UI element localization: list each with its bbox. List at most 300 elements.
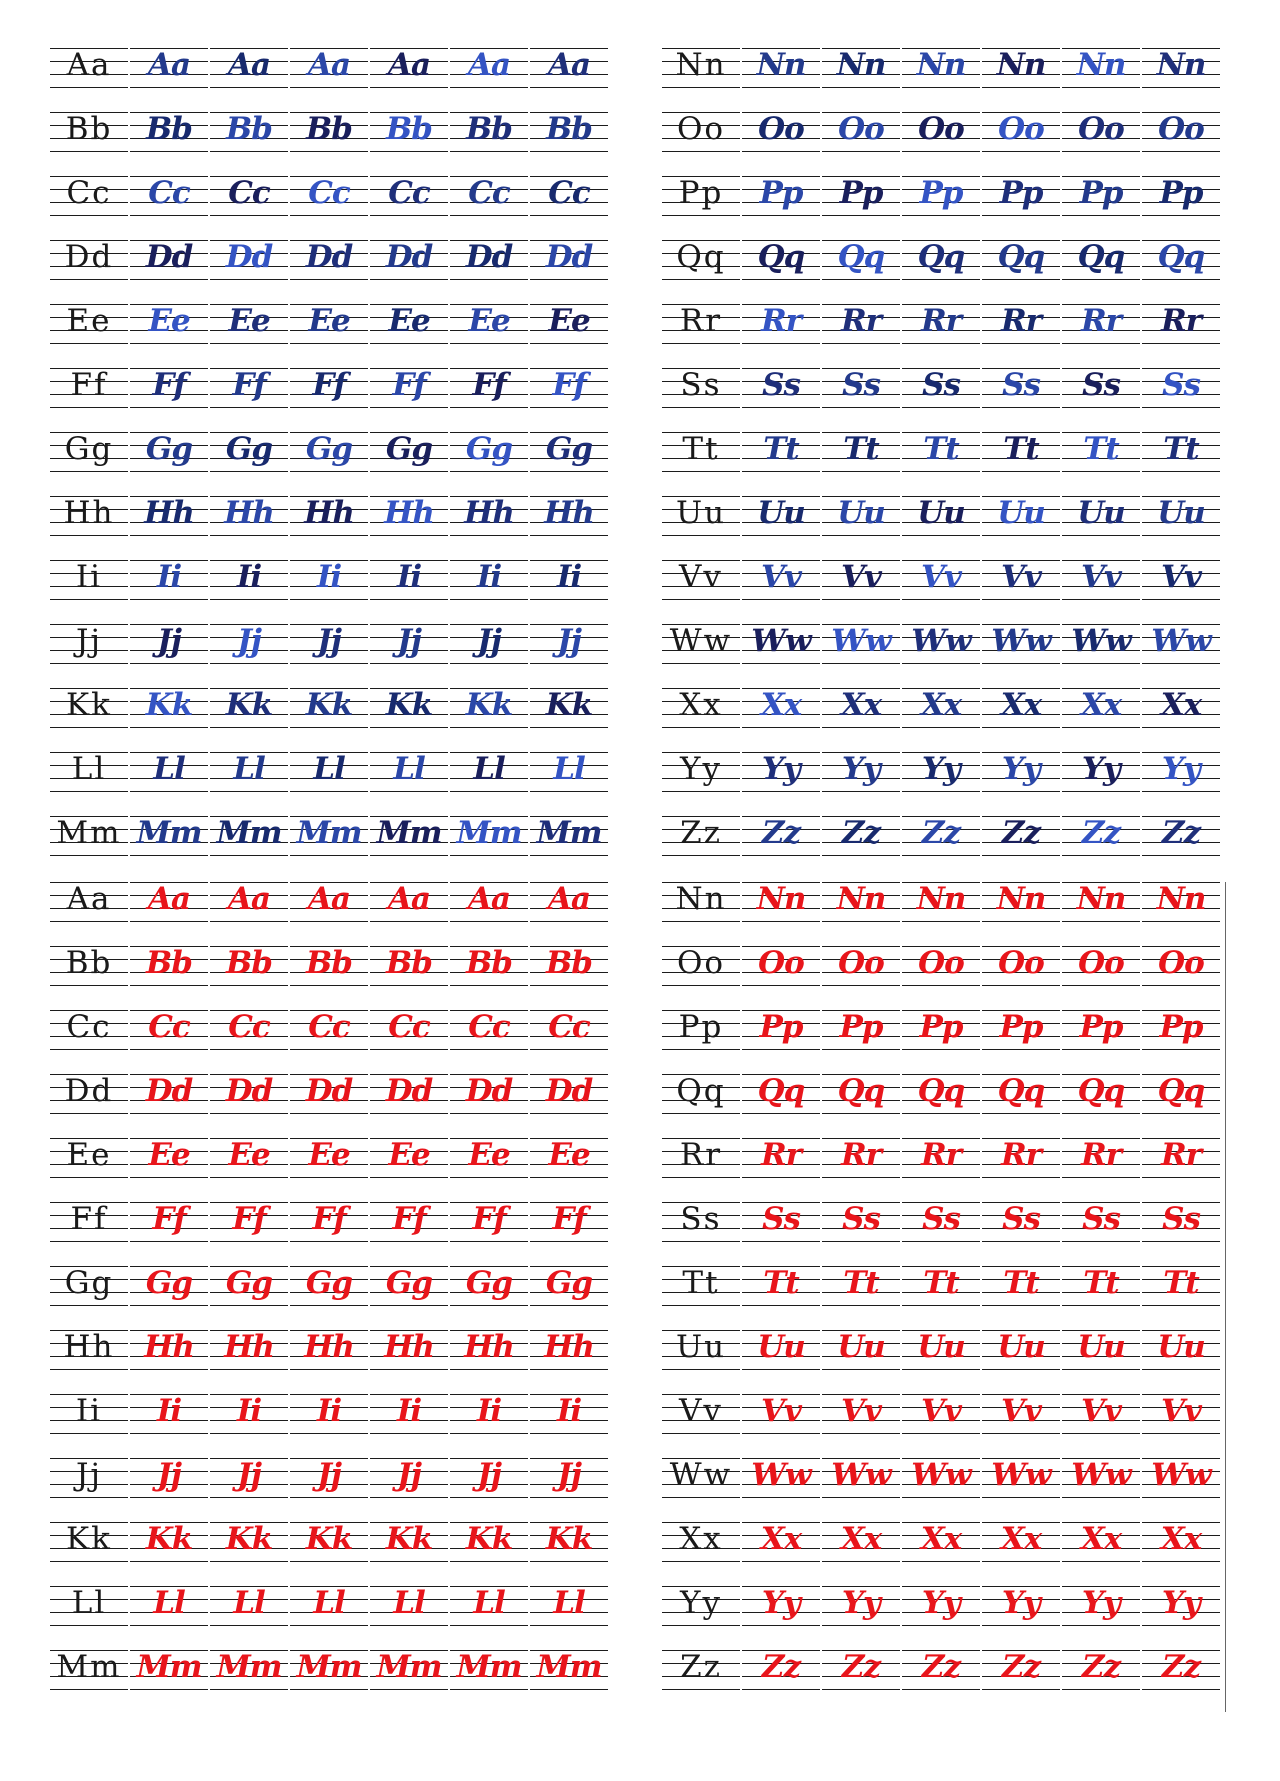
practice-letter: Kk	[305, 687, 353, 723]
practice-letter-cell	[450, 1454, 528, 1494]
ruling-line	[662, 407, 740, 408]
ruling-line	[450, 1433, 528, 1434]
practice-letter: Vv	[920, 559, 962, 595]
practice-letter: Uu	[997, 495, 1045, 531]
ruling-line	[822, 1177, 900, 1178]
practice-letter: Ff	[232, 367, 266, 403]
ruling-line	[450, 151, 528, 152]
ruling-line	[450, 985, 528, 986]
practice-letter: Ss	[842, 367, 880, 403]
ruling-line	[1142, 1305, 1220, 1306]
practice-letter: Cc	[148, 1009, 190, 1045]
practice-letter-cell	[530, 364, 608, 404]
practice-letter: Zz	[841, 815, 881, 851]
practice-letter-cell	[822, 236, 900, 276]
ruling-line	[210, 1113, 288, 1114]
practice-letter-cell	[742, 1134, 820, 1174]
ruling-line	[662, 535, 740, 536]
ruling-line	[902, 985, 980, 986]
practice-letter-cell	[370, 556, 448, 596]
ruling-line	[370, 1561, 448, 1562]
letter-row	[662, 108, 1234, 172]
practice-letter-cell	[210, 1262, 288, 1302]
ruling-line	[822, 1241, 900, 1242]
model-letter-cell	[50, 878, 128, 918]
model-letter: Kk	[66, 687, 112, 723]
ruling-line	[210, 1497, 288, 1498]
model-letter-cell	[662, 684, 740, 724]
ruling-line	[822, 663, 900, 664]
ruling-line	[450, 1113, 528, 1114]
model-letter: Ll	[71, 1585, 107, 1621]
practice-letter: Uu	[1157, 1329, 1205, 1365]
practice-letter: Ss	[1082, 367, 1120, 403]
ruling-line	[290, 1305, 368, 1306]
practice-letter: Bb	[386, 111, 432, 147]
ruling-line	[982, 1241, 1060, 1242]
ruling-line	[130, 1689, 208, 1690]
ruling-line	[742, 1561, 820, 1562]
ruling-line	[130, 855, 208, 856]
model-letter-cell	[50, 1454, 128, 1494]
practice-letter: Dd	[145, 239, 193, 275]
model-letter-cell	[50, 942, 128, 982]
practice-letter: Mm	[296, 1649, 362, 1685]
practice-letter: Pp	[919, 175, 963, 211]
ruling-line	[290, 1113, 368, 1114]
ruling-line	[290, 215, 368, 216]
model-letter-cell	[662, 748, 740, 788]
ruling-line	[822, 471, 900, 472]
practice-letter-cell	[210, 364, 288, 404]
ruling-line	[662, 1305, 740, 1306]
practice-letter: Cc	[468, 175, 510, 211]
model-letter: Aa	[66, 881, 112, 917]
model-letter: Ss	[680, 367, 722, 403]
ruling-line	[822, 87, 900, 88]
practice-letter: Yy	[921, 1585, 961, 1621]
ruling-line	[450, 1689, 528, 1690]
practice-letter-cell	[210, 878, 288, 918]
ruling-line	[902, 1369, 980, 1370]
practice-letter-cell	[290, 878, 368, 918]
practice-letter: Ss	[842, 1201, 880, 1237]
ruling-line	[290, 1433, 368, 1434]
ruling-line	[1142, 1689, 1220, 1690]
practice-letter-cell	[742, 236, 820, 276]
ruling-line	[1062, 1113, 1140, 1114]
practice-letter: Jj	[557, 623, 581, 659]
ruling-line	[1062, 1689, 1140, 1690]
ruling-line	[450, 279, 528, 280]
practice-letter: Ll	[393, 751, 425, 787]
practice-letter: Cc	[308, 1009, 350, 1045]
practice-letter: Ww	[911, 1457, 971, 1493]
practice-letter: Qq	[1077, 1073, 1125, 1109]
practice-letter: Mm	[136, 815, 202, 851]
practice-letter: Ff	[152, 367, 186, 403]
ruling-line	[290, 1369, 368, 1370]
practice-letter: Aa	[227, 47, 271, 83]
practice-letter: Hh	[144, 1329, 194, 1365]
practice-letter-cell	[130, 942, 208, 982]
ruling-line	[742, 215, 820, 216]
practice-letter-cell	[982, 172, 1060, 212]
practice-letter: Zz	[1161, 1649, 1201, 1685]
ruling-line	[370, 1241, 448, 1242]
practice-letter: Kk	[465, 687, 513, 723]
practice-letter: Gg	[225, 1265, 273, 1301]
practice-letter: Gg	[465, 431, 513, 467]
practice-letter-cell	[530, 1518, 608, 1558]
practice-letter: Kk	[225, 1521, 273, 1557]
practice-letter: Cc	[468, 1009, 510, 1045]
ruling-line	[290, 1625, 368, 1626]
practice-letter: Nn	[1076, 881, 1126, 917]
practice-letter-cell	[530, 942, 608, 982]
practice-letter-cell	[902, 300, 980, 340]
practice-letter: Hh	[544, 495, 594, 531]
practice-letter: Yy	[761, 1585, 801, 1621]
ruling-line	[742, 1177, 820, 1178]
practice-letter-cell	[742, 1006, 820, 1046]
practice-letter-cell	[450, 1006, 528, 1046]
ruling-line	[210, 151, 288, 152]
ruling-line	[1142, 855, 1220, 856]
practice-letter-cell	[370, 108, 448, 148]
ruling-line	[1142, 1433, 1220, 1434]
model-letter: Pp	[678, 1009, 724, 1045]
practice-letter: Nn	[756, 47, 806, 83]
practice-letter: Bb	[226, 945, 272, 981]
letter-row	[50, 300, 620, 364]
practice-letter-cell	[742, 300, 820, 340]
practice-letter: Tt	[1163, 1265, 1199, 1301]
ruling-line	[1142, 1369, 1220, 1370]
ruling-line	[822, 215, 900, 216]
ruling-line	[982, 471, 1060, 472]
ruling-line	[902, 87, 980, 88]
practice-letter-cell	[982, 620, 1060, 660]
practice-letter: Pp	[759, 1009, 803, 1045]
practice-letter-cell	[1062, 1582, 1140, 1622]
practice-letter: Qq	[837, 239, 885, 275]
model-letter: Mm	[56, 1649, 122, 1685]
practice-letter: Ff	[232, 1201, 266, 1237]
ruling-line	[50, 855, 128, 856]
practice-letter-cell	[210, 428, 288, 468]
ruling-line	[130, 791, 208, 792]
practice-letter-cell	[982, 1198, 1060, 1238]
practice-letter: Ii	[156, 1393, 182, 1429]
red-practice-a-to-m	[50, 878, 620, 1710]
practice-letter-cell	[370, 44, 448, 84]
practice-letter-cell	[742, 812, 820, 852]
practice-letter: Nn	[996, 47, 1046, 83]
ruling-line	[450, 1561, 528, 1562]
model-letter: Gg	[64, 431, 114, 467]
practice-letter: Tt	[1003, 431, 1039, 467]
practice-letter-cell	[450, 1262, 528, 1302]
letter-row	[50, 108, 620, 172]
ruling-line	[742, 343, 820, 344]
practice-letter-cell	[1062, 942, 1140, 982]
ruling-line	[902, 791, 980, 792]
ruling-line	[290, 87, 368, 88]
practice-letter: Cc	[228, 1009, 270, 1045]
practice-letter: Ss	[922, 1201, 960, 1237]
practice-letter-cell	[982, 1390, 1060, 1430]
ruling-line	[1142, 87, 1220, 88]
practice-letter-cell	[902, 620, 980, 660]
ruling-line	[1142, 1241, 1220, 1242]
practice-letter: Ll	[473, 751, 505, 787]
practice-letter-cell	[1142, 1070, 1220, 1110]
practice-letter-cell	[370, 1070, 448, 1110]
practice-letter-cell	[902, 44, 980, 84]
practice-letter-cell	[370, 1134, 448, 1174]
practice-letter: Pp	[999, 1009, 1043, 1045]
ruling-line	[370, 985, 448, 986]
practice-letter-cell	[210, 620, 288, 660]
model-letter-cell	[50, 44, 128, 84]
practice-letter-cell	[902, 1134, 980, 1174]
model-letter-cell	[662, 556, 740, 596]
practice-letter: Ww	[751, 1457, 811, 1493]
practice-letter-cell	[530, 1198, 608, 1238]
practice-letter-cell	[742, 748, 820, 788]
practice-letter: Oo	[1158, 945, 1204, 981]
practice-letter: Nn	[1076, 47, 1126, 83]
practice-letter-cell	[982, 1134, 1060, 1174]
practice-letter: Oo	[838, 111, 884, 147]
practice-letter-cell	[1062, 812, 1140, 852]
practice-letter: Ll	[553, 751, 585, 787]
practice-letter-cell	[130, 1326, 208, 1366]
practice-letter: Xx	[1160, 1521, 1202, 1557]
ruling-line	[530, 1241, 608, 1242]
practice-letter: Ll	[553, 1585, 585, 1621]
practice-letter: Qq	[1157, 1073, 1205, 1109]
ruling-line	[370, 343, 448, 344]
practice-letter: Qq	[917, 239, 965, 275]
ruling-line	[982, 407, 1060, 408]
practice-letter: Ff	[472, 367, 506, 403]
ruling-line	[902, 727, 980, 728]
model-letter: Gg	[64, 1265, 114, 1301]
ruling-line	[1142, 343, 1220, 344]
practice-letter-cell	[742, 556, 820, 596]
ruling-line	[130, 921, 208, 922]
practice-letter-cell	[822, 1006, 900, 1046]
practice-letter: Vv	[1160, 559, 1202, 595]
practice-letter: Ee	[228, 1137, 270, 1173]
letter-row	[662, 1582, 1234, 1646]
practice-letter-cell	[902, 1006, 980, 1046]
practice-letter-cell	[822, 1582, 900, 1622]
practice-letter: Tt	[923, 431, 959, 467]
ruling-line	[1142, 535, 1220, 536]
ruling-line	[130, 599, 208, 600]
ruling-line	[982, 1497, 1060, 1498]
ruling-line	[822, 407, 900, 408]
letter-row	[50, 556, 620, 620]
letter-row	[662, 620, 1234, 684]
ruling-line	[982, 343, 1060, 344]
practice-letter: Kk	[385, 687, 433, 723]
ruling-line	[1062, 1433, 1140, 1434]
practice-letter: Aa	[227, 881, 271, 917]
practice-letter: Qq	[1157, 239, 1205, 275]
ruling-line	[742, 1049, 820, 1050]
practice-letter-cell	[130, 1198, 208, 1238]
model-letter-cell	[662, 1134, 740, 1174]
ruling-line	[742, 727, 820, 728]
practice-letter-cell	[902, 492, 980, 532]
practice-letter-cell	[1062, 556, 1140, 596]
practice-letter: Rr	[1080, 303, 1122, 339]
ruling-line	[290, 471, 368, 472]
practice-letter-cell	[822, 492, 900, 532]
letter-row	[50, 172, 620, 236]
practice-letter-cell	[1142, 364, 1220, 404]
practice-letter: Ee	[148, 303, 190, 339]
model-letter: Vv	[679, 1393, 723, 1429]
ruling-line	[370, 1369, 448, 1370]
practice-letter-cell	[450, 1134, 528, 1174]
practice-letter: Uu	[917, 1329, 965, 1365]
practice-letter-cell	[210, 942, 288, 982]
model-letter: Dd	[64, 1073, 114, 1109]
practice-letter-cell	[1062, 1262, 1140, 1302]
practice-letter-cell	[982, 1646, 1060, 1686]
practice-letter-cell	[822, 1390, 900, 1430]
practice-letter: Bb	[466, 111, 512, 147]
practice-letter-cell	[822, 300, 900, 340]
model-letter: Xx	[679, 687, 723, 723]
practice-letter-cell	[742, 1262, 820, 1302]
ruling-line	[902, 279, 980, 280]
practice-letter-cell	[210, 684, 288, 724]
ruling-line	[530, 471, 608, 472]
practice-letter-cell	[1142, 748, 1220, 788]
practice-letter-cell	[130, 620, 208, 660]
practice-letter-cell	[290, 236, 368, 276]
practice-letter-cell	[982, 556, 1060, 596]
ruling-line	[530, 87, 608, 88]
ruling-line	[902, 1305, 980, 1306]
model-letter-cell	[662, 1518, 740, 1558]
practice-letter-cell	[1062, 748, 1140, 788]
ruling-line	[742, 1689, 820, 1690]
practice-letter-cell	[290, 1390, 368, 1430]
model-letter-cell	[662, 620, 740, 660]
ruling-line	[1062, 791, 1140, 792]
practice-letter-cell	[290, 108, 368, 148]
model-letter-cell	[662, 1390, 740, 1430]
letter-row	[50, 1646, 620, 1710]
ruling-line	[210, 535, 288, 536]
practice-letter-cell	[1062, 492, 1140, 532]
ruling-line	[982, 1177, 1060, 1178]
ruling-line	[662, 1113, 740, 1114]
practice-letter-cell	[130, 748, 208, 788]
practice-letter: Tt	[1163, 431, 1199, 467]
practice-letter-cell	[450, 1326, 528, 1366]
practice-letter: Yy	[841, 751, 881, 787]
practice-letter: Ii	[476, 559, 502, 595]
practice-letter-cell	[822, 620, 900, 660]
practice-letter: Ww	[991, 623, 1051, 659]
practice-letter-cell	[450, 878, 528, 918]
practice-letter: Gg	[385, 431, 433, 467]
practice-letter: Ll	[313, 751, 345, 787]
practice-letter: Mm	[136, 1649, 202, 1685]
ruling-line	[530, 279, 608, 280]
practice-letter-cell	[1142, 1582, 1220, 1622]
practice-letter-cell	[450, 172, 528, 212]
model-letter: Yy	[680, 1585, 722, 1621]
practice-letter: Zz	[1081, 1649, 1121, 1685]
practice-letter: Zz	[1001, 1649, 1041, 1685]
practice-letter-cell	[822, 364, 900, 404]
ruling-line	[450, 1049, 528, 1050]
letter-row	[50, 1198, 620, 1262]
practice-letter-cell	[822, 812, 900, 852]
practice-letter-cell	[902, 1326, 980, 1366]
practice-letter-cell	[902, 942, 980, 982]
practice-letter: Ss	[1162, 367, 1200, 403]
practice-letter-cell	[370, 812, 448, 852]
ruling-line	[530, 1689, 608, 1690]
letter-row	[662, 236, 1234, 300]
practice-letter-cell	[210, 172, 288, 212]
practice-letter-cell	[130, 44, 208, 84]
practice-letter: Ii	[156, 559, 182, 595]
ruling-line	[1142, 791, 1220, 792]
practice-letter: Ll	[473, 1585, 505, 1621]
practice-letter: Nn	[756, 881, 806, 917]
practice-letter: Xx	[1160, 687, 1202, 723]
ruling-line	[902, 535, 980, 536]
practice-letter: Hh	[464, 495, 514, 531]
practice-letter-cell	[530, 1646, 608, 1686]
ruling-line	[822, 599, 900, 600]
practice-letter: Jj	[397, 1457, 421, 1493]
practice-letter: Ww	[1071, 1457, 1131, 1493]
ruling-line	[130, 1497, 208, 1498]
practice-letter-cell	[290, 1262, 368, 1302]
practice-letter-cell	[530, 684, 608, 724]
practice-letter: Cc	[548, 175, 590, 211]
practice-letter-cell	[290, 364, 368, 404]
practice-letter-cell	[530, 1070, 608, 1110]
letter-row	[662, 1198, 1234, 1262]
letter-row	[50, 492, 620, 556]
practice-letter: Ii	[396, 559, 422, 595]
model-letter: Aa	[66, 47, 112, 83]
practice-letter-cell	[130, 878, 208, 918]
practice-letter-cell	[290, 1518, 368, 1558]
model-letter-cell	[662, 1326, 740, 1366]
ruling-line	[290, 791, 368, 792]
ruling-line	[902, 1689, 980, 1690]
practice-letter: Aa	[307, 47, 351, 83]
practice-letter: Hh	[464, 1329, 514, 1365]
ruling-line	[982, 1625, 1060, 1626]
practice-letter: Ff	[472, 1201, 506, 1237]
model-letter: Dd	[64, 239, 114, 275]
